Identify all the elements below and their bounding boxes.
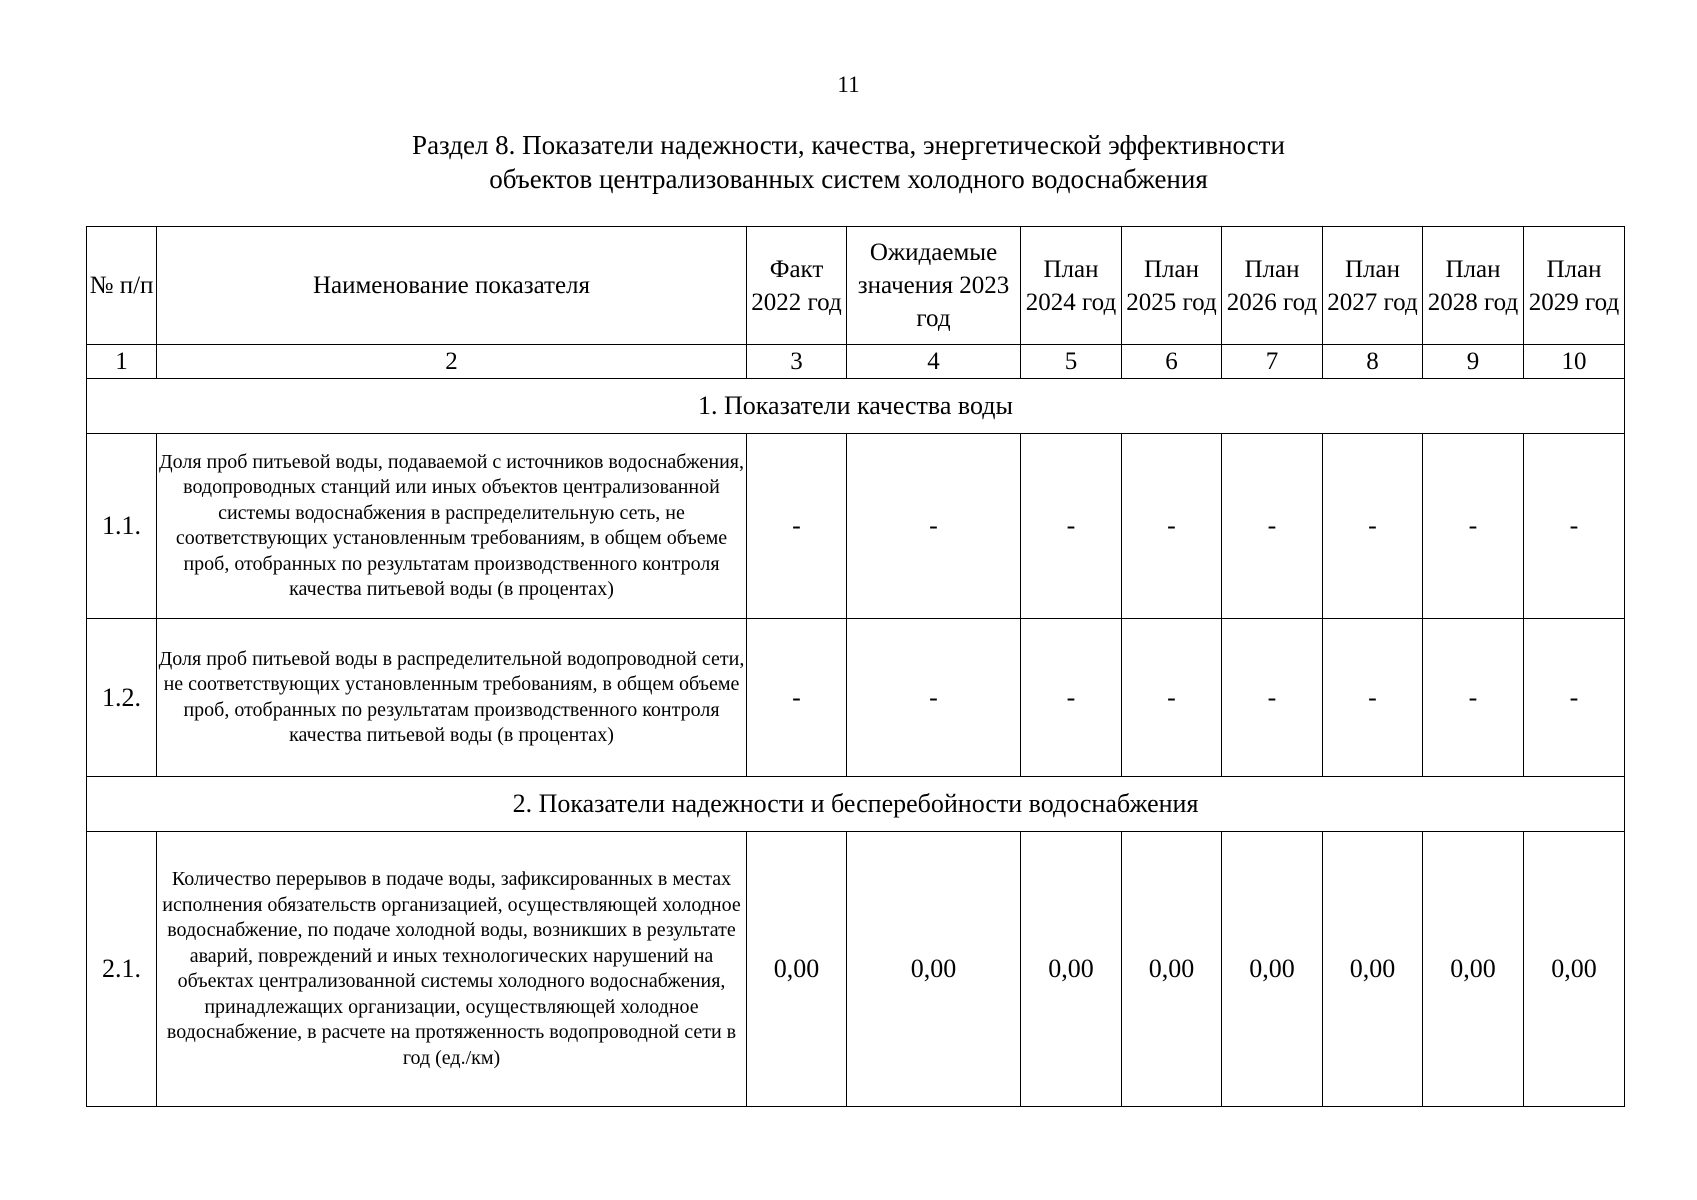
section-title-line-2: объектов централизованных систем холодного водоснабжения <box>489 164 1208 194</box>
header-cell-name: Наименование показателя <box>157 227 747 345</box>
value-cell: - <box>747 619 847 777</box>
header-cell-plan-2025: План 2025 год <box>1122 227 1222 345</box>
value-cell: 0,00 <box>1524 832 1625 1107</box>
value-cell: - <box>747 434 847 619</box>
value-cell: 0,00 <box>847 832 1021 1107</box>
column-number: 10 <box>1524 345 1625 379</box>
column-number: 5 <box>1021 345 1122 379</box>
value-cell: - <box>1423 434 1524 619</box>
row-number: 2.1. <box>87 832 157 1107</box>
value-cell: - <box>1021 619 1122 777</box>
header-cell-plan-2028: План 2028 год <box>1423 227 1524 345</box>
column-number: 6 <box>1122 345 1222 379</box>
value-cell: - <box>1423 619 1524 777</box>
row-number: 1.2. <box>87 619 157 777</box>
value-cell: - <box>1122 434 1222 619</box>
value-cell: - <box>1524 619 1625 777</box>
column-number: 1 <box>87 345 157 379</box>
section-row-water-quality <box>87 379 1625 434</box>
value-cell: 0,00 <box>1021 832 1122 1107</box>
value-cell: - <box>1323 619 1423 777</box>
section-heading: 1. Показатели качества воды <box>87 379 1625 434</box>
column-number: 8 <box>1323 345 1423 379</box>
value-cell: 0,00 <box>1122 832 1222 1107</box>
indicators-table <box>86 226 1625 1107</box>
table-row <box>87 832 1625 1107</box>
table-row <box>87 434 1625 619</box>
column-number: 3 <box>747 345 847 379</box>
header-cell-plan-2024: План 2024 год <box>1021 227 1122 345</box>
header-cell-number: № п/п <box>87 227 157 345</box>
header-cell-expected-2023: Ожидаемые значения 2023 год <box>847 227 1021 345</box>
value-cell: - <box>1222 434 1323 619</box>
section-heading: 2. Показатели надежности и бесперебойности водоснабжения <box>87 777 1625 832</box>
column-number-row <box>87 345 1625 379</box>
header-cell-plan-2026: План 2026 год <box>1222 227 1323 345</box>
indicator-name: Доля проб питьевой воды в распределительной водопроводной сети, не соответствующих установленным требованиям, в общем объеме проб, отобранных по результатам производственного контроля качества питьевой воды (в процентах) <box>157 619 747 777</box>
table-row <box>87 619 1625 777</box>
value-cell: 0,00 <box>747 832 847 1107</box>
value-cell: - <box>1122 619 1222 777</box>
indicator-name: Доля проб питьевой воды, подаваемой с источников водоснабжения, водопроводных станций или иных объектов централизованной системы водоснабжения в распределительную сеть, не соответствующих установленным требованиям, в общем объеме проб, отобранных по результатам производственного контроля качества питьевой воды (в процентах) <box>157 434 747 619</box>
value-cell: - <box>1524 434 1625 619</box>
header-cell-fact-2022: Факт 2022 год <box>747 227 847 345</box>
value-cell: - <box>1323 434 1423 619</box>
column-number: 2 <box>157 345 747 379</box>
value-cell: 0,00 <box>1222 832 1323 1107</box>
value-cell: - <box>847 619 1021 777</box>
indicator-name: Количество перерывов в подаче воды, зафиксированных в местах исполнения обязательств организацией, осуществляющей холодное водоснабжение, по подаче холодной воды, возникших в результате аварий, повреждений и иных технологических нарушений на объектах централизованной системы холодного водоснабжения, принадлежащих организации, осуществляющей холодное водоснабжение, в расчете на протяженность водопроводной сети в год (ед./км) <box>157 832 747 1107</box>
column-number: 7 <box>1222 345 1323 379</box>
header-cell-plan-2029: План 2029 год <box>1524 227 1625 345</box>
value-cell: 0,00 <box>1423 832 1524 1107</box>
header-cell-plan-2027: План 2027 год <box>1323 227 1423 345</box>
column-number: 4 <box>847 345 1021 379</box>
value-cell: 0,00 <box>1323 832 1423 1107</box>
row-number: 1.1. <box>87 434 157 619</box>
page-number: 11 <box>837 72 860 97</box>
value-cell: - <box>1222 619 1323 777</box>
section-title-line-1: Раздел 8. Показатели надежности, качества, энергетической эффективности <box>412 130 1285 160</box>
header-row <box>87 227 1625 345</box>
value-cell: - <box>1021 434 1122 619</box>
section-title <box>0 128 1697 196</box>
column-number: 9 <box>1423 345 1524 379</box>
section-row-reliability <box>87 777 1625 832</box>
value-cell: - <box>847 434 1021 619</box>
